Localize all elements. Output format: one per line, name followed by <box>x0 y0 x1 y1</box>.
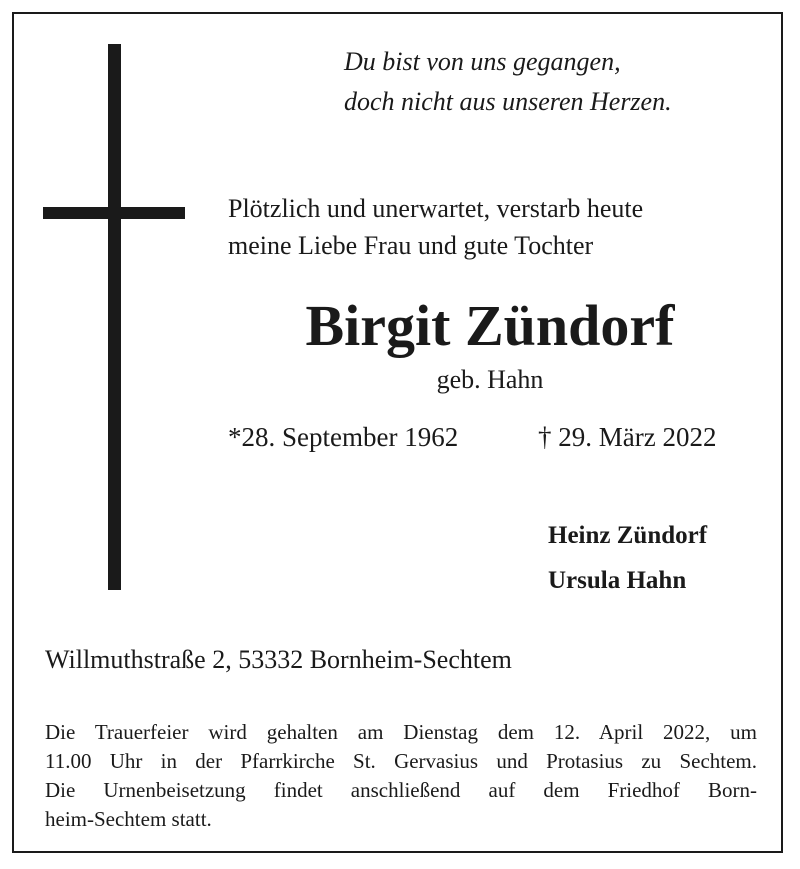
funeral-notice <box>45 718 757 834</box>
notice-line: 11.00 Uhr in der Pfarrkirche St. Gervasius und Protasius zu Sechtem. <box>45 749 757 773</box>
intro-line: meine Liebe Frau und gute Tochter <box>228 231 594 260</box>
maiden-name: geb. Hahn <box>436 365 544 394</box>
cross-horizontal-beam <box>43 207 185 219</box>
intro-line: Plötzlich und unerwartet, verstarb heute <box>228 194 644 223</box>
motto-line: doch nicht aus unseren Herzen. <box>344 87 672 116</box>
death-date: † 29. März 2022 <box>538 422 717 452</box>
cross-vertical-beam <box>108 44 121 590</box>
address: Willmuthstraße 2, 53332 Bornheim-Sechtem <box>45 645 512 674</box>
mourner-name: Ursula Hahn <box>548 567 687 594</box>
motto-line: Du bist von uns gegangen, <box>344 47 621 76</box>
notice-line: Die Trauerfeier wird gehalten am Dienstag dem 12. April 2022, um <box>45 720 757 744</box>
notice-line: Die Urnenbeisetzung findet anschließend auf dem Friedhof Born- <box>45 778 757 802</box>
mourners-list <box>548 513 778 603</box>
birth-date: *28. September 1962 <box>228 422 459 452</box>
notice-line: heim-Sechtem statt. <box>45 807 212 831</box>
intro-text <box>228 190 768 264</box>
motto <box>344 42 764 122</box>
mourner-name: Heinz Zündorf <box>548 522 708 549</box>
deceased-name: Birgit Zündorf <box>305 293 675 358</box>
